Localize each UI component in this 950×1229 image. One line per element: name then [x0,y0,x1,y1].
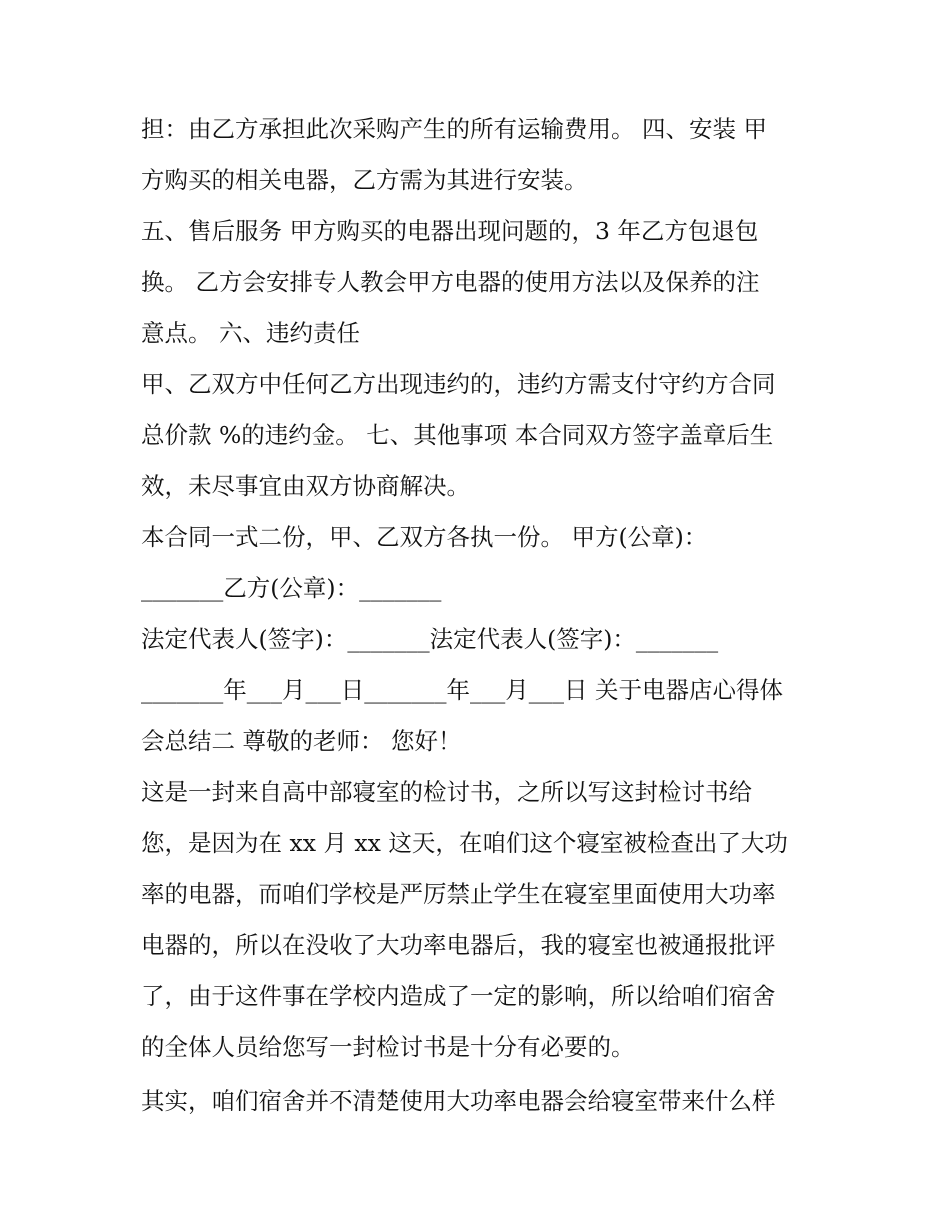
text-line: 方购买的相关电器，乙方需为其进行安装。 [141,166,588,194]
text-line: 的全体人员给您写一封检讨书是十分有必要的。 [141,1033,635,1061]
text-line: 换。 乙方会安排专人教会甲方电器的使用方法以及保养的注 [141,268,760,296]
text-line: 您，是因为在 xx 月 xx 这天，在咱们这个寝室被检查出了大功 [141,829,788,857]
text-line: 率的电器，而咱们学校是严厉禁止学生在寝室里面使用大功率 [141,880,776,908]
signature-blank-line: _______乙方(公章)：_______ [141,574,442,602]
text-line: 了，由于这件事在学校内造成了一定的影响，所以给咱们宿舍 [141,982,776,1010]
text-line: 效，未尽事宜由双方协商解决。 [141,472,470,500]
text-line: 意点。 六、违约责任 [141,319,360,347]
text-line: 五、售后服务 甲方购买的电器出现问题的，3 年乙方包退包 [141,217,759,245]
date-blank-line: _______年___月___日_______年___月___日 关于电器店心得体 [141,676,783,704]
text-line: 总价款 %的违约金。 七、其他事项 本合同双方签字盖章后生 [141,421,774,449]
signature-blank-line: 法定代表人(签字)：_______法定代表人(签字)：_______ [141,625,719,653]
text-line: 其实，咱们宿舍并不清楚使用大功率电器会给寝室带来什么样 [141,1087,776,1115]
text-line: 这是一封来自高中部寝室的检讨书，之所以写这封检讨书给 [141,778,752,806]
text-line: 电器的，所以在没收了大功率电器后，我的寝室也被通报批评 [141,931,776,959]
text-line: 会总结二 尊敬的老师： 您好！ [141,727,462,755]
text-line: 甲、乙双方中任何乙方出现违约的，违约方需支付守约方合同 [141,370,776,398]
text-line: 担：由乙方承担此次采购产生的所有运输费用。 四、安装 甲 [141,115,767,143]
text-line: 本合同一式二份，甲、乙双方各执一份。 甲方(公章)： [141,523,708,551]
document-body [141,104,821,1127]
